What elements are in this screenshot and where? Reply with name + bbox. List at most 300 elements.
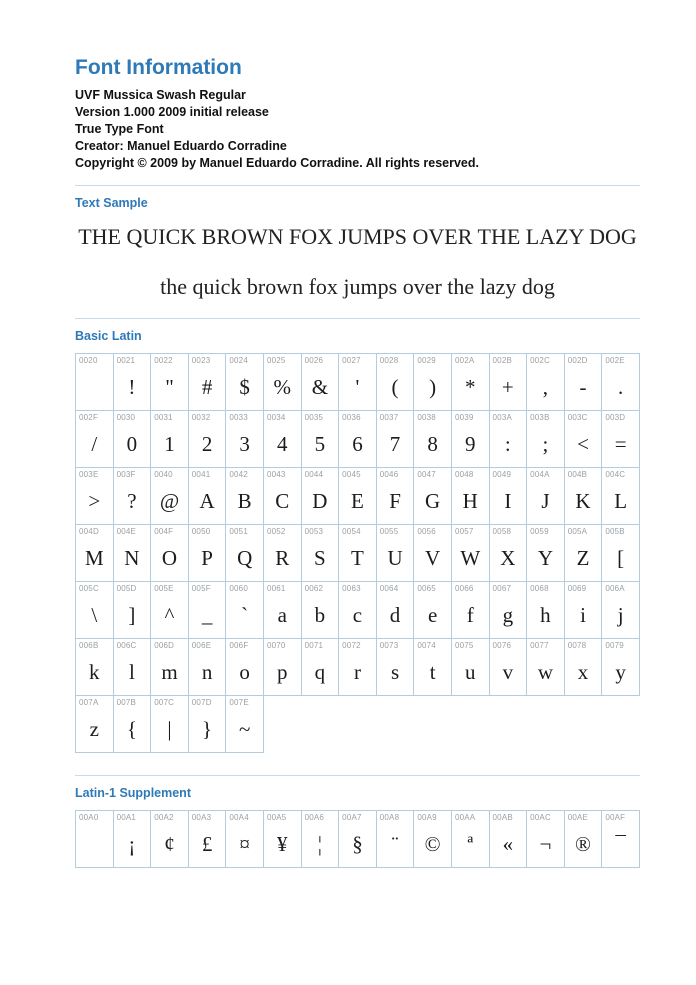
glyph: " <box>165 374 174 399</box>
glyph: 1 <box>164 431 175 456</box>
codepoint-label: 0073 <box>379 641 399 651</box>
glyph: ) <box>429 374 437 399</box>
glyph: ¬ <box>539 831 552 856</box>
glyph: F <box>389 488 401 513</box>
glyph-cell-0030 <box>113 410 152 468</box>
codepoint-label: 00AB <box>492 813 513 823</box>
codepoint-label: 0068 <box>530 584 549 594</box>
glyph: $ <box>239 374 250 399</box>
codepoint-label: 00AA <box>454 813 476 823</box>
glyph-cell-003B <box>526 410 565 468</box>
glyph: 4 <box>277 431 288 456</box>
codepoint-label: 002A <box>454 356 475 366</box>
codepoint-label: 00A1 <box>116 813 137 823</box>
codepoint-label: 007C <box>154 698 175 708</box>
page-content <box>75 0 640 868</box>
glyph-cell-00AA <box>451 810 490 868</box>
glyph-cell-003D <box>601 410 640 468</box>
glyph: 3 <box>239 431 250 456</box>
glyph: ® <box>575 831 591 856</box>
glyph: a <box>277 602 287 627</box>
glyph: B <box>237 488 252 513</box>
glyph-cell-0037 <box>376 410 415 468</box>
codepoint-label: 0060 <box>229 584 248 594</box>
codepoint-label: 003E <box>79 470 99 480</box>
glyph: + <box>501 374 514 399</box>
glyph-cell-0044 <box>301 467 340 525</box>
codepoint-label: 00A2 <box>154 813 174 823</box>
glyph-cell-005F <box>188 581 227 639</box>
glyph-cell-0063 <box>338 581 377 639</box>
glyph-cell-0079 <box>601 638 640 696</box>
glyph: © <box>424 831 441 856</box>
codepoint-label: 00A3 <box>191 813 212 823</box>
codepoint-label: 0047 <box>417 470 436 480</box>
glyph-cell-0034 <box>263 410 302 468</box>
codepoint-label: 006F <box>229 641 249 651</box>
glyph: r <box>353 659 361 684</box>
glyph: g <box>502 602 514 627</box>
glyph-cell-0059 <box>526 524 565 582</box>
codepoint-label: 0063 <box>342 584 361 594</box>
glyph-cell-0061 <box>263 581 302 639</box>
codepoint-label: 0020 <box>79 356 98 366</box>
glyph: H <box>462 488 478 513</box>
codepoint-label: 0038 <box>417 413 436 423</box>
glyph: s <box>390 659 400 684</box>
codepoint-label: 0042 <box>229 470 248 480</box>
codepoint-label: 0023 <box>191 356 211 366</box>
glyph: § <box>352 831 363 856</box>
glyph: u <box>464 659 476 684</box>
codepoint-label: 0037 <box>379 413 399 423</box>
glyph-cell-007D <box>188 695 227 753</box>
glyph-cell-004B <box>564 467 603 525</box>
glyph: ¯ <box>615 831 626 856</box>
glyph: @ <box>159 488 180 513</box>
codepoint-label: 003D <box>605 413 626 423</box>
glyph-row <box>75 581 640 639</box>
codepoint-label: 00A8 <box>379 813 400 823</box>
glyph-cell-005D <box>113 581 152 639</box>
glyph: c <box>352 602 363 627</box>
codepoint-label: 0079 <box>605 641 624 651</box>
codepoint-label: 0022 <box>154 356 173 366</box>
glyph: q <box>314 659 326 684</box>
glyph: P <box>201 545 213 570</box>
codepoint-label: 0062 <box>304 584 324 594</box>
glyph-cell-00A5 <box>263 810 302 868</box>
glyph: U <box>387 545 403 570</box>
glyph: ! <box>128 374 136 399</box>
codepoint-label: 004D <box>79 527 99 537</box>
glyph-row <box>75 810 640 868</box>
glyph: ¥ <box>277 831 288 856</box>
glyph-cell-0062 <box>301 581 340 639</box>
codepoint-label: 0076 <box>492 641 512 651</box>
glyph: z <box>89 716 99 741</box>
font-version: Version 1.000 2009 initial release <box>75 105 269 120</box>
glyph: ª <box>467 831 474 856</box>
glyph-cell-0073 <box>376 638 415 696</box>
codepoint-label: 0075 <box>454 641 474 651</box>
glyph-cell-0033 <box>225 410 264 468</box>
glyph-cell-00A4 <box>225 810 264 868</box>
text-sample-uppercase: THE QUICK BROWN FOX JUMPS OVER THE LAZY DOG <box>78 224 637 250</box>
glyph-cell-0041 <box>188 467 227 525</box>
glyph: m <box>161 659 178 684</box>
glyph-cell-0057 <box>451 524 490 582</box>
glyph: Q <box>237 545 253 570</box>
glyph: n <box>201 659 213 684</box>
codepoint-label: 0067 <box>492 584 512 594</box>
codepoint-label: 0048 <box>454 470 474 480</box>
glyph: ~ <box>238 716 251 741</box>
codepoint-label: 0057 <box>454 527 474 537</box>
glyph-cell-0067 <box>489 581 528 639</box>
glyph: ¡ <box>128 831 136 856</box>
glyph-cell-0056 <box>413 524 452 582</box>
glyph-cell-002E <box>601 353 640 411</box>
text-sample-heading: Text Sample <box>75 196 148 211</box>
glyph-cell-004D <box>75 524 114 582</box>
codepoint-label: 003B <box>530 413 550 423</box>
section-divider <box>75 185 640 186</box>
glyph-cell-0040 <box>150 467 189 525</box>
codepoint-label: 0059 <box>530 527 549 537</box>
glyph: J <box>541 488 550 513</box>
codepoint-label: 00A0 <box>79 813 99 823</box>
glyph-cell-0051 <box>225 524 264 582</box>
glyph-cell-0076 <box>489 638 528 696</box>
glyph: i <box>580 602 586 627</box>
glyph: e <box>427 602 438 627</box>
glyph: d <box>389 602 401 627</box>
codepoint-label: 0054 <box>342 527 361 537</box>
glyph: h <box>540 602 551 627</box>
glyph-cell-005A <box>564 524 603 582</box>
glyph-cell-004F <box>150 524 189 582</box>
codepoint-label: 007A <box>79 698 99 708</box>
codepoint-label: 00AC <box>530 813 551 823</box>
glyph: ¤ <box>239 831 250 856</box>
codepoint-label: 0058 <box>492 527 512 537</box>
glyph <box>76 823 113 865</box>
glyph-cell-0043 <box>263 467 302 525</box>
codepoint-label: 0028 <box>379 356 399 366</box>
codepoint-label: 0033 <box>229 413 248 423</box>
glyph-cell-0054 <box>338 524 377 582</box>
glyph <box>76 366 113 408</box>
glyph-cell-0072 <box>338 638 377 696</box>
glyph: 2 <box>201 431 213 456</box>
codepoint-label: 005A <box>567 527 588 537</box>
codepoint-label: 006C <box>116 641 137 651</box>
glyph: O <box>161 545 178 570</box>
codepoint-label: 0050 <box>191 527 211 537</box>
glyph: : <box>504 431 511 456</box>
codepoint-label: 0029 <box>417 356 436 366</box>
font-copyright: Copyright © 2009 by Manuel Eduardo Corradine. All rights reserved. <box>75 156 479 171</box>
codepoint-label: 007D <box>191 698 212 708</box>
glyph: 8 <box>427 431 438 456</box>
codepoint-label: 002F <box>79 413 99 423</box>
glyph: w <box>537 659 553 684</box>
codepoint-label: 0051 <box>229 527 248 537</box>
glyph-cell-003A <box>489 410 528 468</box>
glyph-cell-006B <box>75 638 114 696</box>
glyph: y <box>615 659 626 684</box>
glyph-cell-00A3 <box>188 810 227 868</box>
codepoint-label: 005F <box>191 584 211 594</box>
codepoint-label: 004A <box>530 470 550 480</box>
glyph: X <box>500 545 516 570</box>
codepoint-label: 0041 <box>191 470 211 480</box>
glyph: « <box>502 831 514 856</box>
glyph: o <box>239 659 250 684</box>
glyph-cell-0028 <box>376 353 415 411</box>
codepoint-label: 004E <box>116 527 137 537</box>
glyph-cell-0046 <box>376 467 415 525</box>
latin1-supplement-heading: Latin-1 Supplement <box>75 786 191 801</box>
codepoint-label: 0072 <box>342 641 361 651</box>
glyph-row <box>75 695 640 753</box>
glyph-cell-0036 <box>338 410 377 468</box>
codepoint-label: 002B <box>492 356 513 366</box>
latin1-supplement-table <box>75 810 640 868</box>
codepoint-label: 0031 <box>154 413 173 423</box>
glyph: ; <box>542 431 549 456</box>
glyph-cell-0065 <box>413 581 452 639</box>
glyph-cell-004C <box>601 467 640 525</box>
glyph-cell-006A <box>601 581 640 639</box>
glyph: T <box>351 545 364 570</box>
glyph-cell-0070 <box>263 638 302 696</box>
codepoint-label: 0078 <box>567 641 587 651</box>
codepoint-label: 002C <box>530 356 551 366</box>
glyph: E <box>351 488 364 513</box>
glyph-cell-003C <box>564 410 603 468</box>
codepoint-label: 00A7 <box>342 813 362 823</box>
font-type: True Type Font <box>75 122 164 137</box>
glyph-cell-0039 <box>451 410 490 468</box>
codepoint-label: 0071 <box>304 641 324 651</box>
codepoint-label: 00A5 <box>266 813 287 823</box>
codepoint-label: 0049 <box>492 470 512 480</box>
codepoint-label: 0070 <box>266 641 286 651</box>
glyph-cell-0071 <box>301 638 340 696</box>
glyph-row <box>75 524 640 582</box>
glyph-cell-00A6 <box>301 810 340 868</box>
codepoint-label: 0024 <box>229 356 248 366</box>
glyph: N <box>124 545 140 570</box>
glyph-row <box>75 467 640 525</box>
glyph: R <box>275 545 290 570</box>
codepoint-label: 0032 <box>191 413 211 423</box>
glyph: ¢ <box>164 831 175 856</box>
glyph-cell-005E <box>150 581 189 639</box>
codepoint-label: 002D <box>567 356 588 366</box>
codepoint-label: 0043 <box>266 470 286 480</box>
glyph: t <box>429 659 436 684</box>
glyph: 5 <box>314 431 326 456</box>
glyph-cell-00A2 <box>150 810 189 868</box>
glyph-cell-0031 <box>150 410 189 468</box>
glyph-cell-007A <box>75 695 114 753</box>
glyph-cell-00A0 <box>75 810 114 868</box>
glyph: = <box>614 431 627 456</box>
glyph-cell-0024 <box>225 353 264 411</box>
glyph: £ <box>201 831 213 856</box>
glyph: l <box>128 659 135 684</box>
codepoint-label: 004C <box>605 470 626 480</box>
glyph-cell-0047 <box>413 467 452 525</box>
glyph: { <box>126 716 137 741</box>
glyph-cell-0078 <box>564 638 603 696</box>
codepoint-label: 003A <box>492 413 513 423</box>
codepoint-label: 005D <box>116 584 137 594</box>
glyph-cell-004E <box>113 524 152 582</box>
glyph: . <box>617 374 624 399</box>
codepoint-label: 0027 <box>342 356 361 366</box>
glyph: 9 <box>464 431 476 456</box>
glyph: > <box>88 488 101 513</box>
page-title: Font Information <box>75 56 242 79</box>
glyph: * <box>464 374 476 399</box>
glyph: f <box>466 602 474 627</box>
codepoint-label: 0077 <box>530 641 549 651</box>
glyph-cell-007C <box>150 695 189 753</box>
glyph-cell-002C <box>526 353 565 411</box>
codepoint-label: 0035 <box>304 413 324 423</box>
glyph: Z <box>576 545 590 570</box>
codepoint-label: 0045 <box>342 470 361 480</box>
glyph: x <box>577 659 589 684</box>
codepoint-label: 00A4 <box>229 813 249 823</box>
codepoint-label: 0030 <box>116 413 136 423</box>
glyph-cell-0045 <box>338 467 377 525</box>
glyph: D <box>312 488 328 513</box>
glyph-cell-006D <box>150 638 189 696</box>
glyph-cell-0066 <box>451 581 490 639</box>
glyph-cell-0026 <box>301 353 340 411</box>
codepoint-label: 0064 <box>379 584 399 594</box>
glyph: \ <box>91 602 98 627</box>
glyph: - <box>579 374 587 399</box>
glyph-cell-0029 <box>413 353 452 411</box>
codepoint-label: 003C <box>567 413 588 423</box>
glyph: % <box>273 374 292 399</box>
glyph-cell-00A7 <box>338 810 377 868</box>
section-divider <box>75 775 640 776</box>
codepoint-label: 0034 <box>266 413 286 423</box>
glyph-row <box>75 353 640 411</box>
codepoint-label: 005B <box>605 527 625 537</box>
glyph: I <box>504 488 512 513</box>
glyph: & <box>311 374 329 399</box>
glyph: Y <box>537 545 553 570</box>
glyph: v <box>502 659 514 684</box>
glyph: A <box>199 488 215 513</box>
glyph-cell-002D <box>564 353 603 411</box>
glyph: p <box>277 659 288 684</box>
glyph-cell-006F <box>225 638 264 696</box>
glyph-cell-0053 <box>301 524 340 582</box>
glyph: < <box>577 431 589 456</box>
glyph-cell-0038 <box>413 410 452 468</box>
codepoint-label: 0021 <box>116 356 136 366</box>
glyph: b <box>314 602 326 627</box>
codepoint-label: 0046 <box>379 470 399 480</box>
codepoint-label: 004F <box>154 527 174 537</box>
glyph: S <box>314 545 326 570</box>
basic-latin-table <box>75 353 640 753</box>
codepoint-label: 0026 <box>304 356 324 366</box>
glyph-cell-0022 <box>150 353 189 411</box>
section-divider <box>75 318 640 319</box>
codepoint-label: 0052 <box>266 527 286 537</box>
codepoint-label: 0044 <box>304 470 324 480</box>
glyph: ( <box>391 374 399 399</box>
glyph-cell-007E <box>225 695 264 753</box>
glyph: W <box>460 545 481 570</box>
glyph: C <box>275 488 290 513</box>
codepoint-label: 00A6 <box>304 813 325 823</box>
glyph-cell-0055 <box>376 524 415 582</box>
glyph-cell-0052 <box>263 524 302 582</box>
glyph-cell-00A1 <box>113 810 152 868</box>
glyph-cell-005C <box>75 581 114 639</box>
basic-latin-heading: Basic Latin <box>75 329 142 344</box>
glyph-cell-0068 <box>526 581 565 639</box>
codepoint-label: 006A <box>605 584 625 594</box>
codepoint-label: 0053 <box>304 527 324 537</box>
font-name: UVF Mussica Swash Regular <box>75 88 246 103</box>
glyph: _ <box>201 602 213 627</box>
glyph-cell-0050 <box>188 524 227 582</box>
glyph-cell-00AE <box>564 810 603 868</box>
codepoint-label: 007B <box>116 698 137 708</box>
glyph-cell-004A <box>526 467 565 525</box>
glyph-cell-0049 <box>489 467 528 525</box>
glyph-cell-0077 <box>526 638 565 696</box>
glyph: # <box>201 374 213 399</box>
glyph-cell-003E <box>75 467 114 525</box>
text-sample-lowercase: the quick brown fox jumps over the lazy dog <box>160 274 555 300</box>
glyph-cell-0069 <box>564 581 603 639</box>
glyph-cell-0023 <box>188 353 227 411</box>
codepoint-label: 0074 <box>417 641 436 651</box>
glyph-cell-0075 <box>451 638 490 696</box>
glyph-cell-002F <box>75 410 114 468</box>
glyph: j <box>617 602 624 627</box>
codepoint-label: 0056 <box>417 527 436 537</box>
glyph-cell-0021 <box>113 353 152 411</box>
glyph-cell-0027 <box>338 353 377 411</box>
codepoint-label: 0066 <box>454 584 474 594</box>
glyph: | <box>167 716 172 741</box>
codepoint-label: 006E <box>191 641 212 651</box>
codepoint-label: 005E <box>154 584 174 594</box>
codepoint-label: 0061 <box>266 584 286 594</box>
glyph-cell-0020 <box>75 353 114 411</box>
glyph: / <box>91 431 98 456</box>
glyph-cell-002A <box>451 353 490 411</box>
codepoint-label: 003F <box>116 470 136 480</box>
codepoint-label: 0055 <box>379 527 399 537</box>
glyph: , <box>542 374 549 399</box>
codepoint-label: 00AE <box>567 813 589 823</box>
